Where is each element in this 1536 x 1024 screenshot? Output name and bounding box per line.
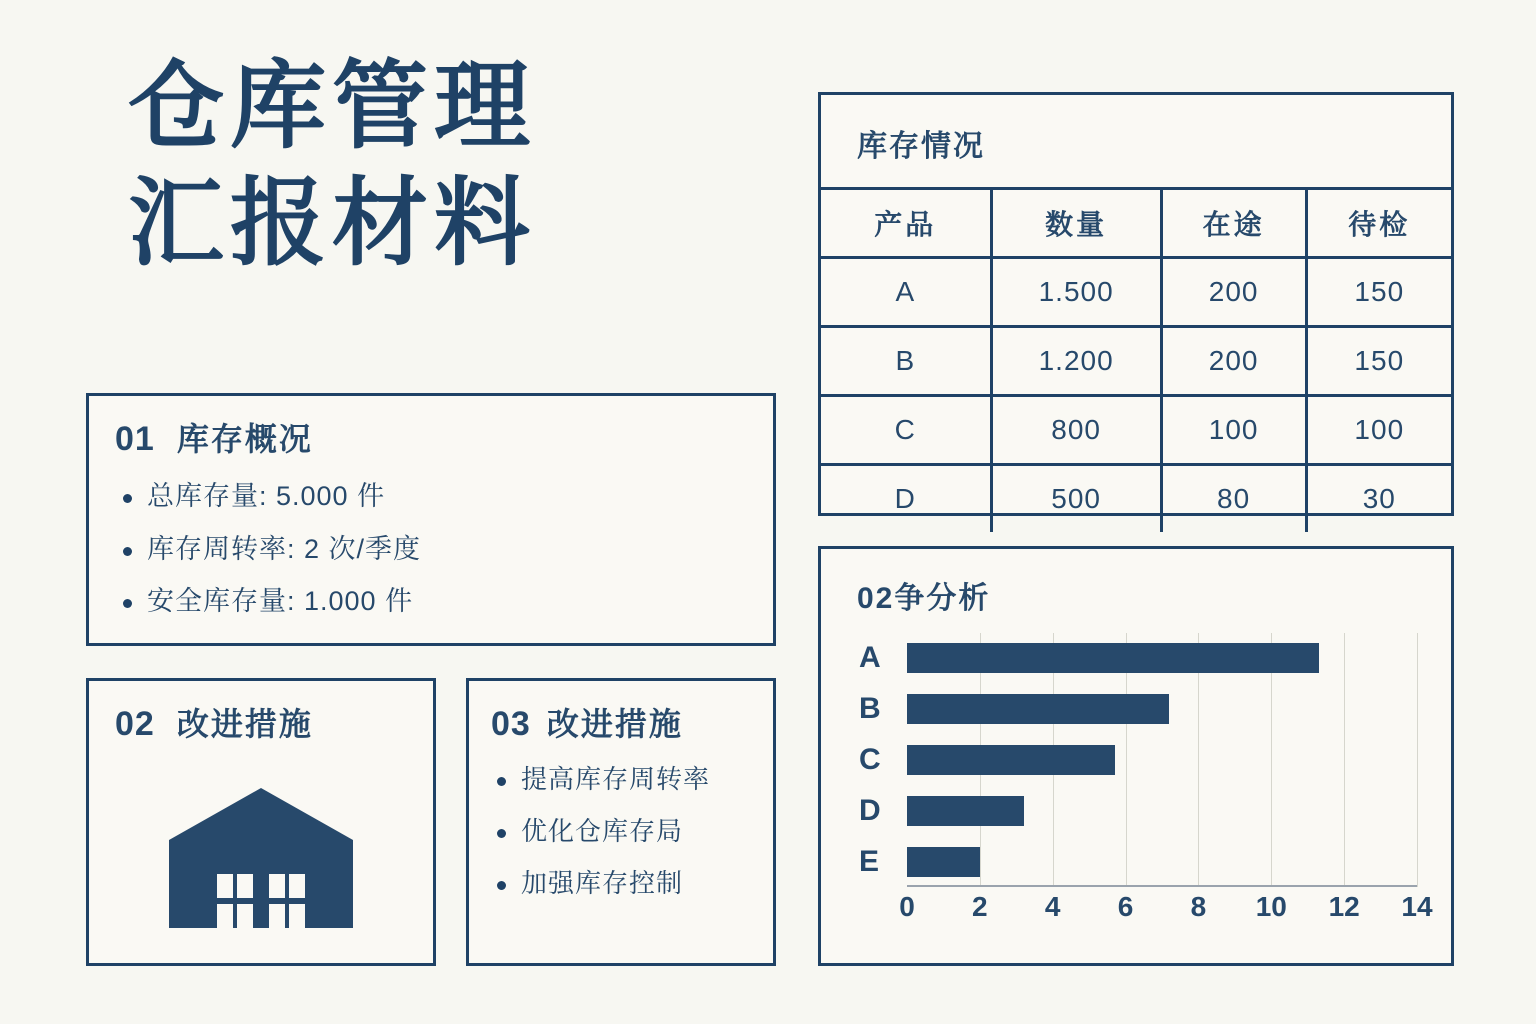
chart-category-label: E [859, 844, 880, 878]
section-title: 改进措施 [176, 706, 313, 742]
chart-bar-track [907, 687, 1417, 731]
column-header: 产品 [821, 189, 991, 258]
list-item: 加强库存控制 [521, 857, 763, 909]
section-card-measures-list [466, 678, 776, 966]
chart-tick-label: 14 [1401, 891, 1433, 922]
table-cell: D [821, 465, 991, 533]
section-header [89, 681, 433, 749]
measures-bullet-list [469, 753, 773, 909]
chart-tick-label: 0 [899, 891, 915, 922]
overview-bullet-list [89, 470, 773, 628]
title-line-2: 汇报材料 [128, 170, 536, 278]
column-header: 待检 [1306, 189, 1451, 258]
list-item: 提高库存周转率 [521, 753, 763, 805]
chart-bar-row [859, 789, 1417, 833]
chart-x-tick-labels [899, 891, 1433, 935]
table-cell: 1.500 [991, 258, 1161, 327]
table-cell: 800 [991, 396, 1161, 465]
chart-gridline [1417, 633, 1418, 887]
list-item: 总库存量: 5.000 件 [147, 470, 747, 523]
chart-bar-row [859, 687, 1417, 731]
chart-tick-label: 8 [1190, 891, 1207, 922]
chart-title: 02争分析 [857, 582, 991, 615]
bar-chart [859, 633, 1433, 943]
chart-tick-label: 10 [1255, 891, 1287, 922]
section-number: 02 [115, 705, 155, 743]
section-title: 库存概况 [176, 421, 313, 457]
section-card-measures-icon [86, 678, 436, 966]
chart-bar [907, 643, 1319, 673]
section-header [89, 396, 773, 464]
chart-category-label: A [859, 641, 881, 675]
chart-tick-label: 6 [1117, 891, 1134, 922]
table-cell: 150 [1306, 258, 1451, 327]
chart-bar [907, 694, 1169, 724]
chart-tick-label: 4 [1044, 891, 1061, 922]
table-cell: 30 [1306, 465, 1451, 533]
table-cell: 100 [1306, 396, 1451, 465]
table-cell: 1.200 [991, 327, 1161, 396]
section-title: 改进措施 [546, 706, 683, 742]
chart-bars [859, 633, 1417, 887]
chart-bar-row [859, 840, 1417, 884]
column-header: 在途 [1161, 189, 1306, 258]
table-title: 库存情况 [857, 130, 985, 163]
column-header: 数量 [991, 189, 1161, 258]
list-item: 库存周转率: 2 次/季度 [147, 523, 747, 576]
chart-bar-track [907, 636, 1417, 680]
stock-table-card [818, 92, 1454, 516]
table-row [821, 465, 1451, 533]
section-number: 01 [115, 420, 155, 458]
table-cell: C [821, 396, 991, 465]
chart-category-label: C [859, 742, 881, 776]
title-line-1: 仓库管理 [128, 53, 536, 160]
table-cell: 100 [1161, 396, 1306, 465]
chart-bar-track [907, 840, 1417, 884]
section-header [469, 681, 773, 747]
chart-bar [907, 745, 1115, 775]
chart-category-label: B [859, 692, 881, 726]
chart-x-axis [907, 885, 1417, 887]
chart-card [818, 546, 1454, 966]
chart-bar-track [907, 789, 1417, 833]
chart-tick-label: 2 [972, 891, 988, 922]
table-row [821, 327, 1451, 396]
section-card-overview [86, 393, 776, 646]
warehouse-icon [161, 782, 361, 937]
table-cell: 80 [1161, 465, 1306, 533]
chart-tick-label: 12 [1328, 891, 1360, 922]
list-item: 优化仓库存局 [521, 805, 763, 857]
chart-bar-track [907, 738, 1417, 782]
section-number: 03 [491, 705, 531, 743]
table-cell: 200 [1161, 258, 1306, 327]
chart-bar [907, 796, 1024, 826]
page-title [128, 48, 728, 282]
table-cell: B [821, 327, 991, 396]
table-header-row [821, 189, 1451, 258]
table-cell: 500 [991, 465, 1161, 533]
chart-bar-row [859, 738, 1417, 782]
list-item: 安全库存量: 1.000 件 [147, 575, 747, 628]
table-cell: 200 [1161, 327, 1306, 396]
chart-bar [907, 847, 980, 877]
chart-category-label: D [859, 793, 881, 827]
table-row [821, 258, 1451, 327]
stock-table [821, 187, 1451, 532]
table-row [821, 396, 1451, 465]
table-cell: A [821, 258, 991, 327]
table-cell: 150 [1306, 327, 1451, 396]
chart-bar-row [859, 636, 1417, 680]
